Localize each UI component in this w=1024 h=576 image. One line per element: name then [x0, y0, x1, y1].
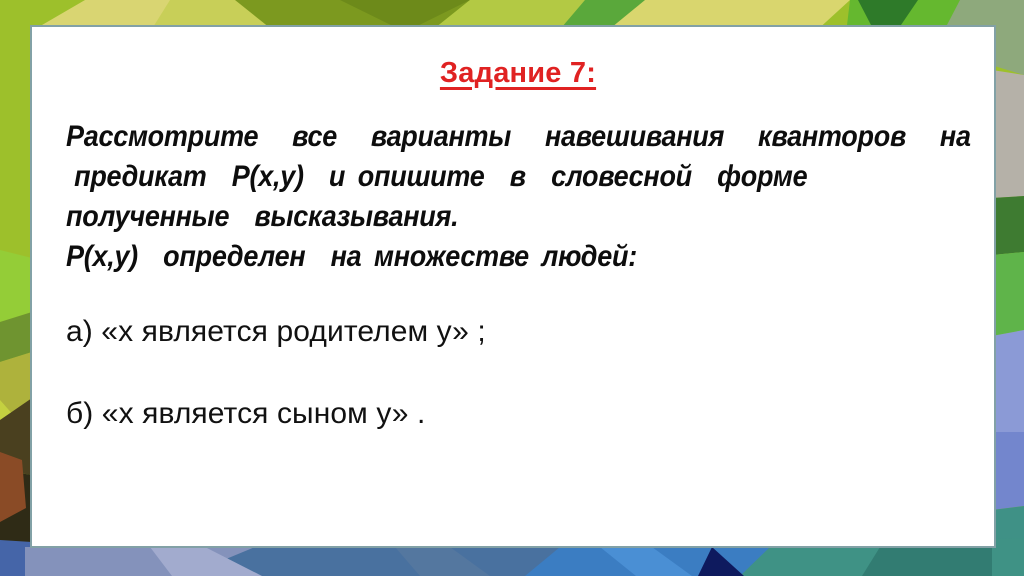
- paragraph-line-2: предикат P(x,y) и опишите в словесной форме: [74, 160, 808, 193]
- background-right-column: [992, 70, 1024, 576]
- option-b: б) «х является сыном у» .: [66, 397, 426, 430]
- slide-title: Задание 7:: [439, 57, 597, 89]
- paragraph-line-3: полученные высказывания.: [66, 200, 459, 233]
- option-a: а) «х является родителем у» ;: [66, 315, 486, 348]
- background-left-column: [0, 250, 32, 576]
- task-paragraph: [66, 117, 970, 277]
- slide-card: [30, 25, 996, 548]
- paragraph-line-1: Рассмотрите все варианты навешивания кванторов на: [66, 120, 971, 153]
- paragraph-line-4: P(x,y) определен на множестве людей:: [66, 240, 637, 273]
